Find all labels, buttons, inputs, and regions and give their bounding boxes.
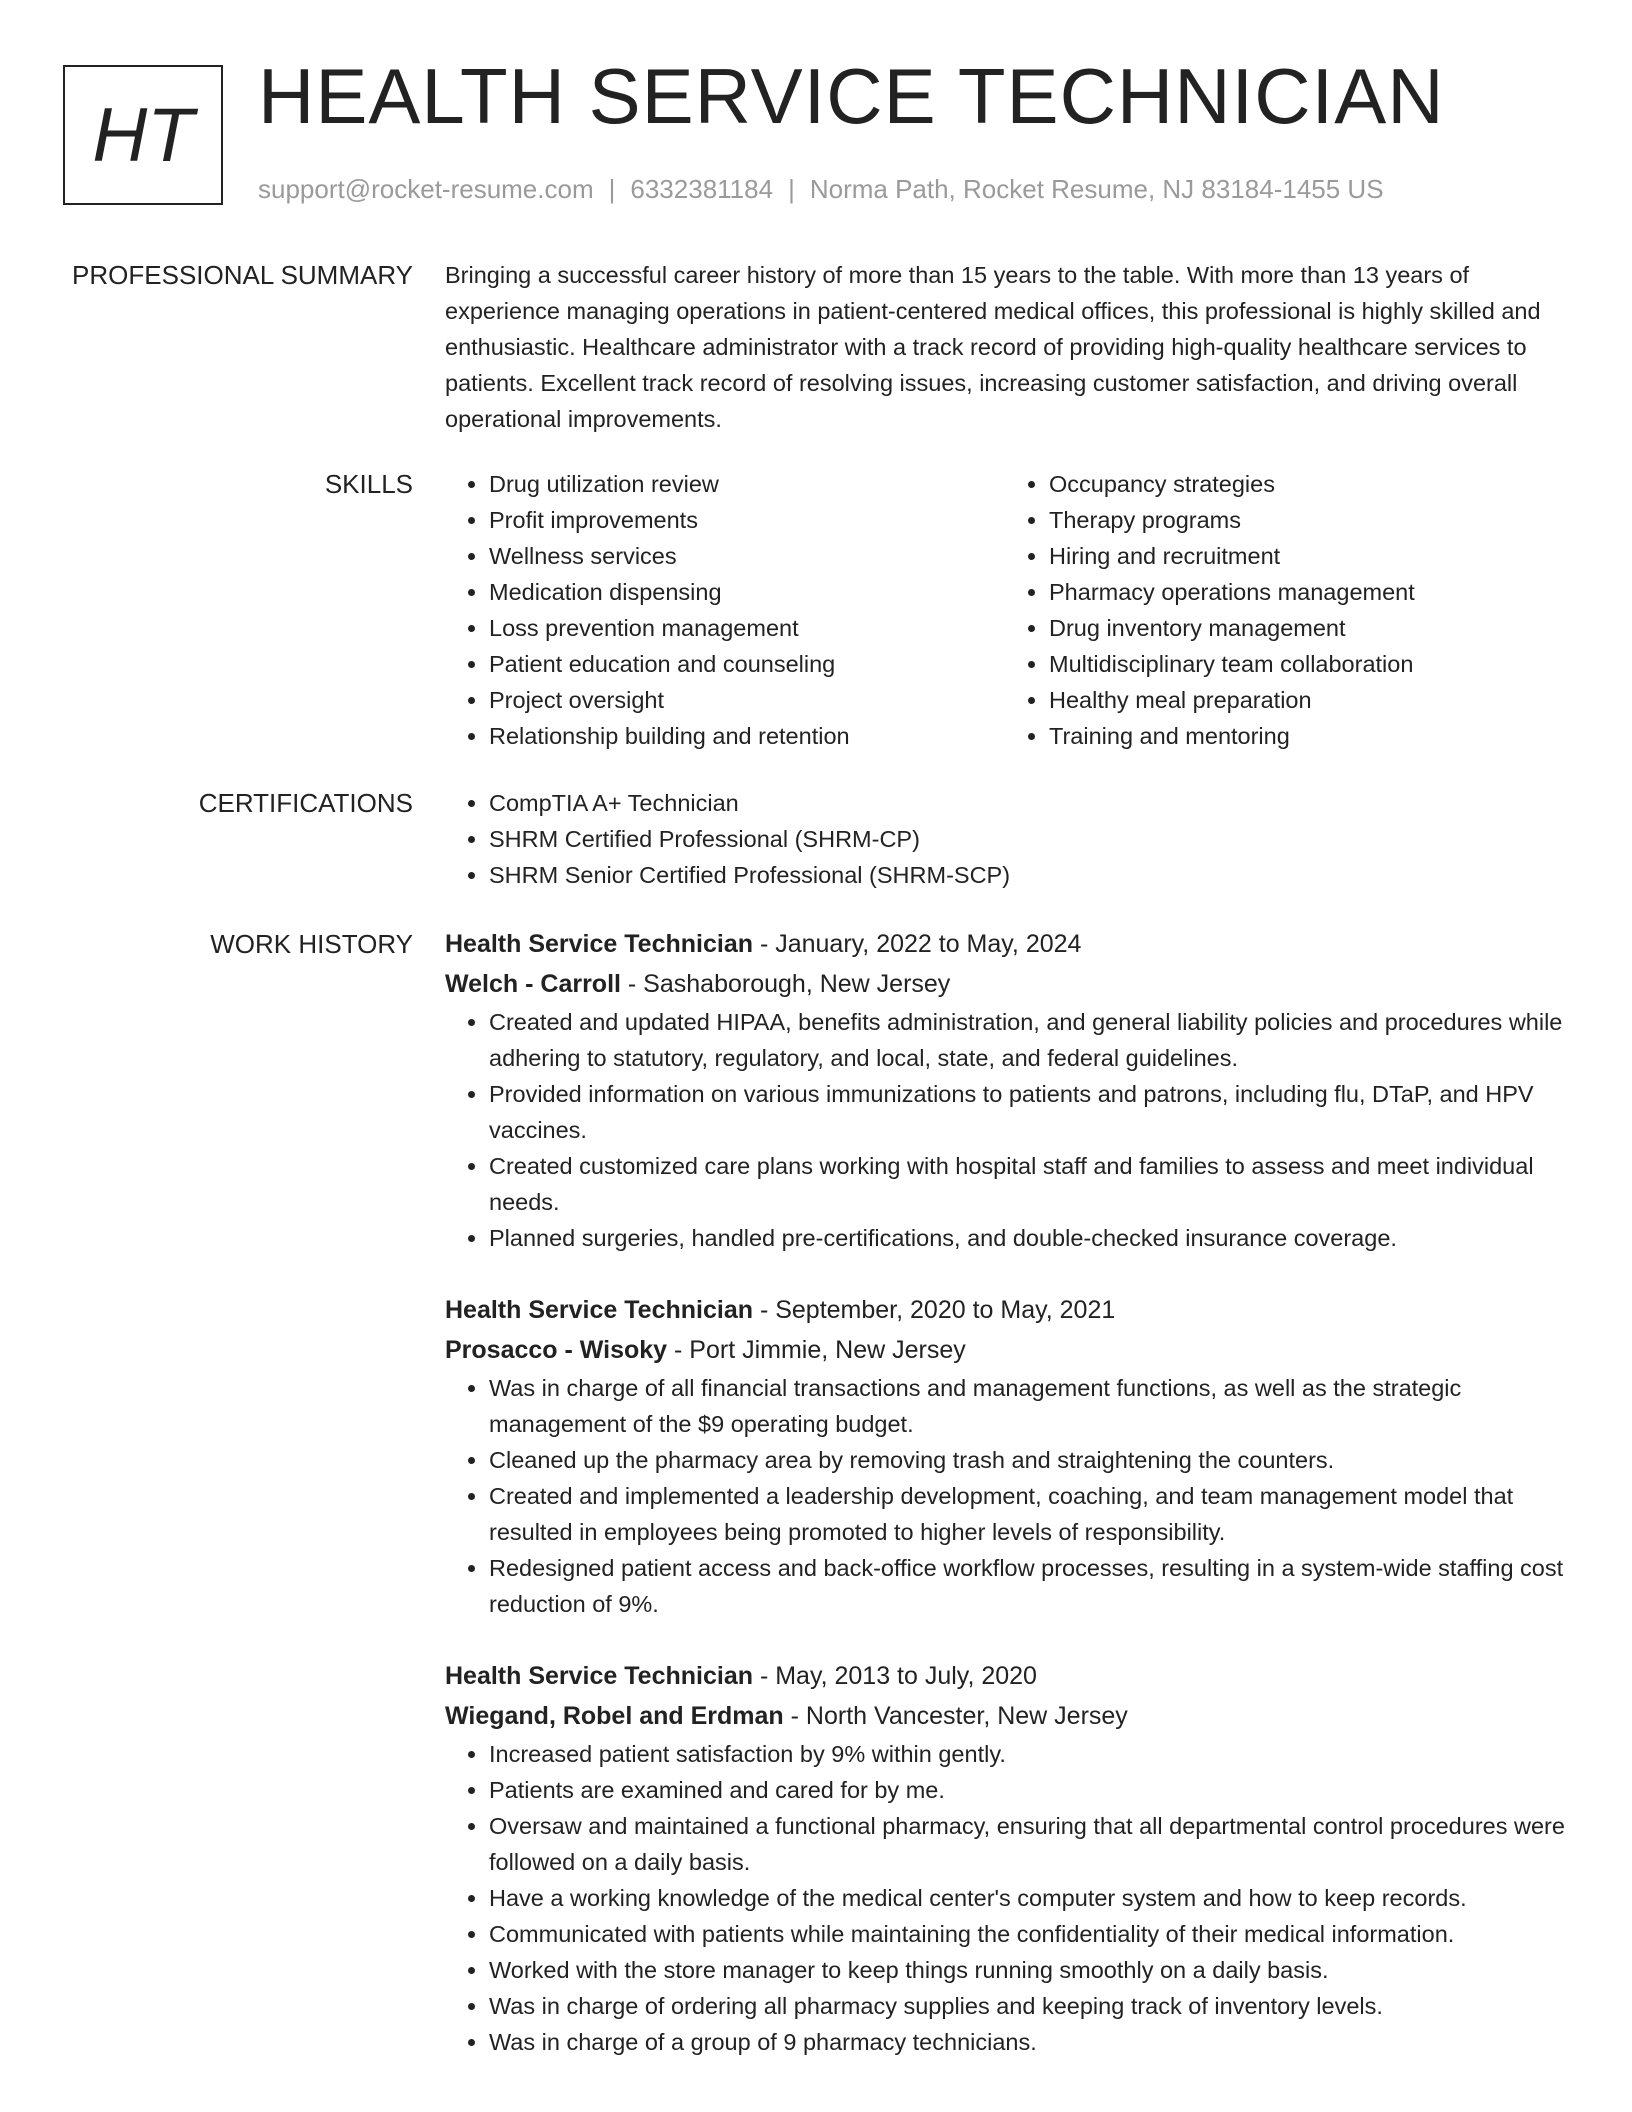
contact-email[interactable]: support@rocket-resume.com [258, 174, 594, 204]
skill-item: • Wellness services [489, 538, 1005, 574]
skill-item: • Drug utilization review [489, 466, 1005, 502]
job-bullet: • Created customized care plans working with hospital staff and families to assess and meet individual needs. [489, 1148, 1565, 1220]
skill-item: • Training and mentoring [1049, 718, 1565, 754]
job-bullet: • Provided information on various immunizations to patients and patrons, including flu, DTaP, and HPV vaccines. [489, 1076, 1565, 1148]
job-company: Prosacco - Wisoky [445, 1336, 668, 1364]
certifications-list [445, 785, 1565, 893]
skill-item: • Pharmacy operations management [1049, 574, 1565, 610]
skills-body [445, 466, 1565, 754]
job-bullet: • Increased patient satisfaction by 9% within gently. [489, 1736, 1565, 1772]
summary-body [445, 257, 1565, 437]
skill-item: • Relationship building and retention [489, 718, 1005, 754]
certification-item: • SHRM Senior Certified Professional (SHRM-SCP) [489, 857, 1565, 893]
skill-item: • Drug inventory management [1049, 610, 1565, 646]
job-bullet-list [445, 1004, 1565, 1256]
contact-separator: | [788, 174, 795, 204]
skill-item: • Therapy programs [1049, 502, 1565, 538]
job-bullet: • Communicated with patients while maintaining the confidentiality of their medical information. [489, 1916, 1565, 1952]
job-title-line [445, 1656, 1565, 1696]
job-location: - Sashaborough, New Jersey [620, 970, 951, 998]
contact-address: Norma Path, Rocket Resume, NJ 83184-1455 US [809, 174, 1384, 204]
skill-item: • Patient education and counseling [489, 646, 1005, 682]
skills-list-right [1005, 466, 1565, 754]
job-entry [445, 1290, 1565, 1622]
monogram-logo: HT [63, 65, 223, 205]
job-title-line [445, 924, 1565, 964]
job-title-line [445, 1290, 1565, 1330]
job-title: Health Service Technician [445, 930, 753, 958]
job-company-line [445, 1696, 1565, 1736]
skill-item: • Medication dispensing [489, 574, 1005, 610]
certification-item: • SHRM Certified Professional (SHRM-CP) [489, 821, 1565, 857]
section-label-skills: SKILLS [324, 469, 413, 499]
job-bullet: • Was in charge of all financial transactions and management functions, as well as the strategic management of the $9 operating budget. [489, 1370, 1565, 1442]
job-bullet: • Cleaned up the pharmacy area by removing trash and straightening the counters. [489, 1442, 1565, 1478]
section-label-summary: PROFESSIONAL SUMMARY [72, 260, 413, 290]
job-location: - Port Jimmie, New Jersey [667, 1336, 966, 1364]
job-bullet: • Worked with the store manager to keep things running smoothly on a daily basis. [489, 1952, 1565, 1988]
job-bullet: • Redesigned patient access and back-office workflow processes, resulting in a system-wide staffing cost reduction of 9%. [489, 1550, 1565, 1622]
contact-line [258, 174, 1384, 205]
job-entry [445, 924, 1565, 1256]
skill-item: • Occupancy strategies [1049, 466, 1565, 502]
contact-phone[interactable]: 6332381184 [630, 174, 774, 204]
job-company: Wiegand, Robel and Erdman [445, 1702, 784, 1730]
job-bullet: • Planned surgeries, handled pre-certifications, and double-checked insurance coverage. [489, 1220, 1565, 1256]
certifications-body [445, 785, 1565, 893]
job-dates: - September, 2020 to May, 2021 [753, 1296, 1116, 1324]
job-dates: - January, 2022 to May, 2024 [753, 930, 1082, 958]
skill-item: • Loss prevention management [489, 610, 1005, 646]
job-bullet: • Created and implemented a leadership development, coaching, and team management model that resulted in employees being promoted to higher levels of responsibility. [489, 1478, 1565, 1550]
section-label-certifications: CERTIFICATIONS [198, 788, 413, 818]
job-dates: - May, 2013 to July, 2020 [753, 1662, 1037, 1690]
resume-title: HEALTH SERVICE TECHNICIAN [258, 52, 1445, 140]
skill-item: • Profit improvements [489, 502, 1005, 538]
job-bullet-list [445, 1736, 1565, 2060]
job-entry [445, 1656, 1565, 2060]
contact-separator: | [608, 174, 616, 204]
job-title: Health Service Technician [445, 1662, 753, 1690]
job-bullet: • Was in charge of a group of 9 pharmacy technicians. [489, 2024, 1565, 2060]
job-company-line [445, 964, 1565, 1004]
skill-item: • Hiring and recruitment [1049, 538, 1565, 574]
job-bullet: • Was in charge of ordering all pharmacy supplies and keeping track of inventory levels. [489, 1988, 1565, 2024]
summary-text: Bringing a successful career history of more than 15 years to the table. With more than 13 years of experience managing operations in patient-centered medical offices, this professional is highly skilled and enthusiastic. Healthcare administrator with a track record of providing high-quality healthcare services to patients. Excellent track record of resolving issues, increasing customer satisfaction, and driving overall operational improvements. [445, 262, 1541, 432]
job-bullet: • Patients are examined and cared for by me. [489, 1772, 1565, 1808]
work-history-body [445, 924, 1565, 2094]
job-company: Welch - Carroll [445, 970, 621, 998]
job-bullet: • Created and updated HIPAA, benefits administration, and general liability policies and procedures while adhering to statutory, regulatory, and local, state, and federal guidelines. [489, 1004, 1565, 1076]
job-bullet: • Have a working knowledge of the medical center's computer system and how to keep records. [489, 1880, 1565, 1916]
skill-item: • Healthy meal preparation [1049, 682, 1565, 718]
certification-item: • CompTIA A+ Technician [489, 785, 1565, 821]
skill-item: • Project oversight [489, 682, 1005, 718]
job-company-line [445, 1330, 1565, 1370]
section-label-work-history: WORK HISTORY [210, 929, 413, 959]
job-title: Health Service Technician [445, 1296, 753, 1324]
skill-item: • Multidisciplinary team collaboration [1049, 646, 1565, 682]
job-location: - North Vancester, New Jersey [783, 1702, 1128, 1730]
job-bullet-list [445, 1370, 1565, 1622]
job-bullet: • Oversaw and maintained a functional pharmacy, ensuring that all departmental control procedures were followed on a daily basis. [489, 1808, 1565, 1880]
skills-list-left [445, 466, 1005, 754]
